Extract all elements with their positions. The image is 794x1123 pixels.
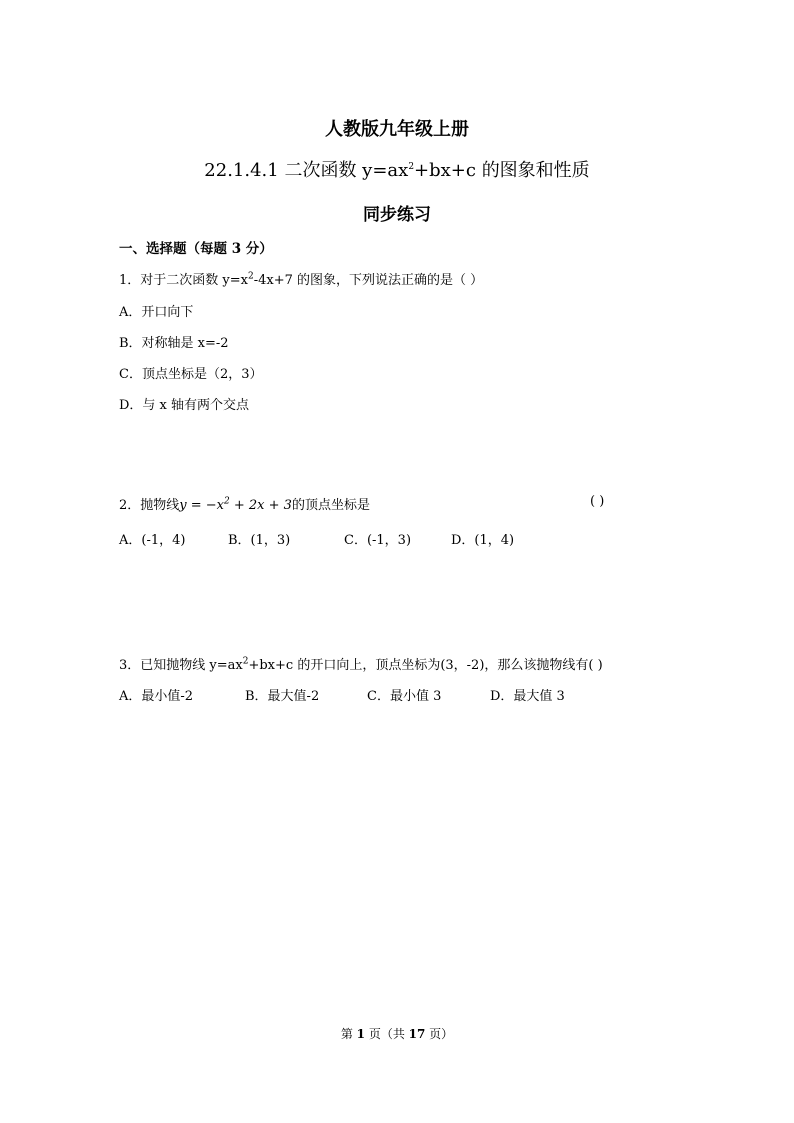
question-3-option-b: B．最大值-2 xyxy=(245,689,320,704)
question-1-option-c: C．顶点坐标是（2，3） xyxy=(119,367,263,382)
question-1-stem-part-b: -4x+7 的图象，下列说法正确的是（ ） xyxy=(253,273,484,288)
question-2-option-c: C．(-1，3) xyxy=(344,533,412,548)
footer-middle: 页（共 xyxy=(365,1027,409,1041)
question-2-option-b: B．(1，3) xyxy=(228,533,291,548)
question-3-option-a: A．最小值-2 xyxy=(119,689,194,704)
footer-suffix: 页） xyxy=(425,1027,454,1041)
subtitle-exponent: 2 xyxy=(408,162,415,172)
subtitle-prefix: 22.1.4.1 二次函数 y=ax xyxy=(204,160,409,181)
question-2-stem-part-b: 的顶点坐标是 xyxy=(291,498,370,513)
question-3-exponent: 2 xyxy=(242,656,249,667)
question-3-stem-part-a: 3．已知抛物线 y=ax xyxy=(119,658,243,673)
question-1-exponent: 2 xyxy=(247,271,254,282)
question-2-formula-part-b: + 2x + 3 xyxy=(229,498,292,513)
question-1-option-d: D．与 x 轴有两个交点 xyxy=(119,398,250,413)
document-subtitle xyxy=(0,156,794,182)
footer-prefix: 第 xyxy=(340,1027,357,1041)
footer-page-number: 1 xyxy=(356,1027,365,1041)
question-3-stem xyxy=(119,654,603,673)
practice-heading: 同步练习 xyxy=(363,205,431,225)
question-1-stem-part-a: 1．对于二次函数 y=x xyxy=(119,273,248,288)
question-3-option-d: D．最大值 3 xyxy=(490,689,565,704)
question-2-option-a: A．(-1，4) xyxy=(119,533,186,548)
page-footer xyxy=(0,1025,794,1042)
question-2-option-d: D．(1，4) xyxy=(451,533,515,548)
question-3-option-c: C．最小值 3 xyxy=(367,689,442,704)
question-2-formula-exponent: 2 xyxy=(224,496,230,507)
question-1-option-a: A．开口向下 xyxy=(119,305,194,320)
subtitle-suffix: +bx+c 的图象和性质 xyxy=(414,160,590,181)
footer-total-pages: 17 xyxy=(408,1027,426,1041)
section-heading: 一、选择题（每题 3 分） xyxy=(119,241,273,257)
question-2-stem xyxy=(119,494,370,513)
document-title: 人教版九年级上册 xyxy=(325,119,469,140)
question-3-stem-part-b: +bx+c 的开口向上，顶点坐标为(3，-2)，那么该抛物线有( ) xyxy=(248,658,603,673)
question-2-formula xyxy=(179,498,292,513)
question-1-option-b: B．对称轴是 x=-2 xyxy=(119,336,229,351)
question-2-formula-part-a: y = −x xyxy=(179,498,225,513)
question-1-stem xyxy=(119,269,483,288)
question-2-stem-part-a: 2．抛物线 xyxy=(119,498,180,513)
question-2-answer-bracket: ( ) xyxy=(590,494,605,509)
